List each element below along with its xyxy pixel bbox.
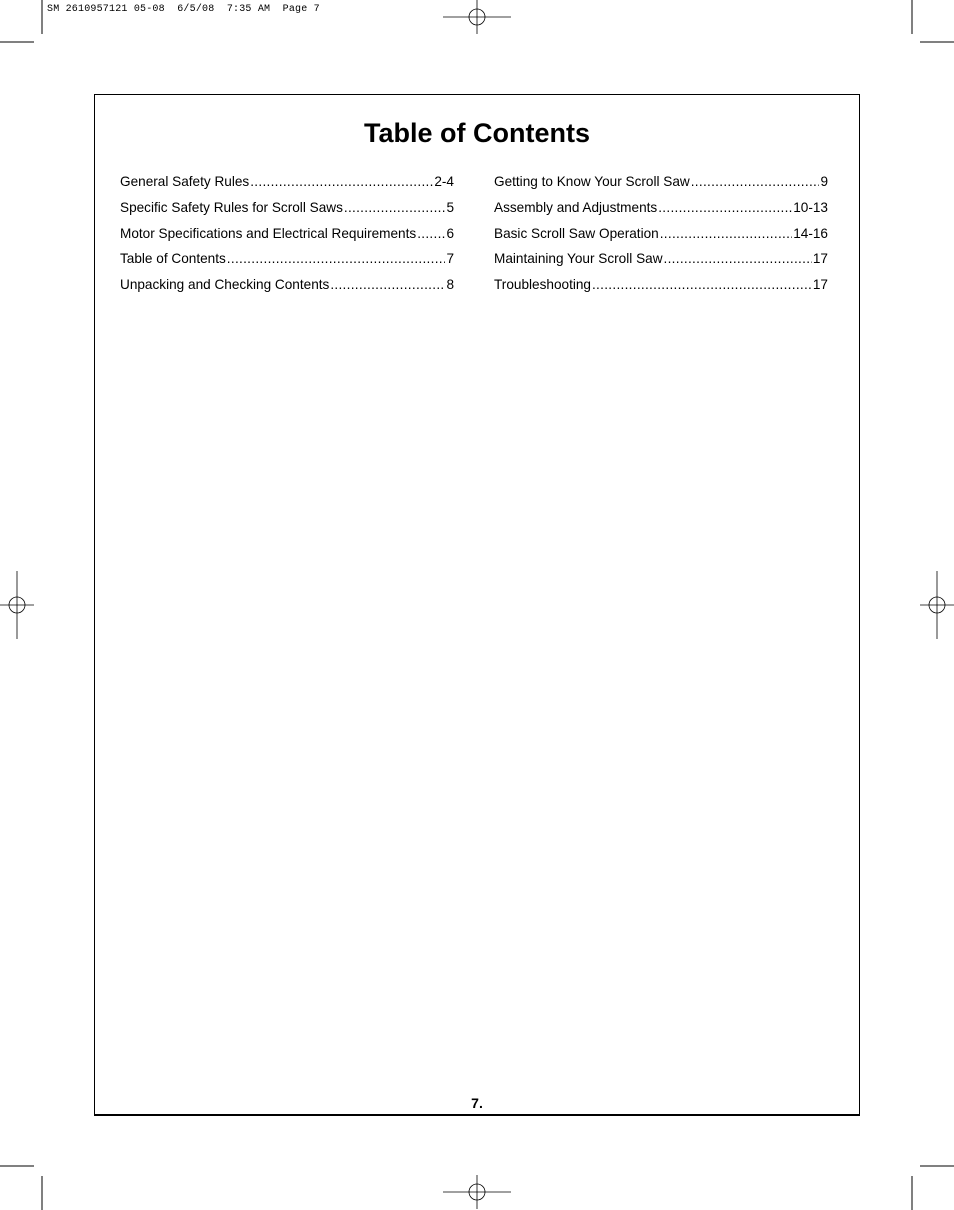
dot-leader	[250, 172, 433, 192]
dot-leader	[330, 275, 445, 295]
dot-leader	[344, 198, 446, 218]
crop-mark-icon	[912, 0, 954, 42]
toc-entry-label: Unpacking and Checking Contents	[120, 277, 330, 293]
toc-entry[interactable]	[494, 172, 828, 198]
page-number: 7.	[471, 1095, 483, 1111]
crosshair-registration-icon	[443, 1175, 511, 1209]
toc-entry-page: 10-13	[793, 199, 828, 215]
dot-leader	[691, 172, 820, 192]
toc-entry[interactable]	[120, 249, 454, 275]
toc-entry-page: 6	[446, 225, 454, 241]
dot-leader	[660, 224, 793, 244]
page-title: Table of Contents	[364, 118, 590, 148]
toc-entry[interactable]	[494, 275, 828, 301]
toc-entry-page: 17	[812, 277, 828, 293]
toc-entry-label: General Safety Rules	[120, 174, 250, 189]
toc-entry-page: 9	[820, 174, 828, 189]
crosshair-registration-icon	[0, 571, 34, 639]
toc-entry-label: Motor Specifications and Electrical Requirements	[120, 225, 417, 241]
toc-entry-label: Specific Safety Rules for Scroll Saws	[120, 199, 343, 215]
dot-leader	[592, 275, 812, 295]
toc-column-left	[120, 172, 454, 301]
toc-entry-label: Table of Contents	[120, 251, 226, 267]
print-slug: SM 2610957121 05-08 6/5/08 7:35 AM Page 7	[47, 4, 320, 15]
toc-entry[interactable]	[120, 198, 454, 224]
toc-entry-page: 2-4	[434, 174, 454, 189]
dot-leader	[417, 224, 445, 244]
toc-entry-label: Basic Scroll Saw Operation	[494, 225, 659, 241]
toc-entry-page: 5	[446, 199, 454, 215]
toc-entry-page: 8	[446, 277, 454, 293]
toc-entry-page: 7	[446, 251, 454, 267]
dot-leader	[658, 198, 792, 218]
crop-mark-icon	[912, 1166, 954, 1210]
toc-entry-label: Getting to Know Your Scroll Saw	[494, 174, 690, 189]
dot-leader	[227, 249, 446, 269]
toc-entry-label: Maintaining Your Scroll Saw	[494, 251, 663, 267]
dot-leader	[664, 249, 812, 269]
crop-mark-icon	[0, 0, 42, 42]
crop-mark-icon	[0, 1166, 42, 1210]
toc-entry-page: 14-16	[793, 225, 828, 241]
toc-entry-label: Troubleshooting	[494, 277, 591, 293]
toc-entry[interactable]	[494, 198, 828, 224]
toc-entry[interactable]	[120, 275, 454, 301]
toc-entry-page: 17	[812, 251, 828, 267]
toc-entry[interactable]	[120, 224, 454, 250]
crosshair-registration-icon	[443, 0, 511, 34]
crosshair-registration-icon	[920, 571, 954, 639]
toc-entry[interactable]	[120, 172, 454, 198]
toc-entry[interactable]	[494, 249, 828, 275]
toc-entry-label: Assembly and Adjustments	[494, 199, 658, 215]
toc-column-right	[494, 172, 828, 301]
toc-entry[interactable]	[494, 224, 828, 250]
